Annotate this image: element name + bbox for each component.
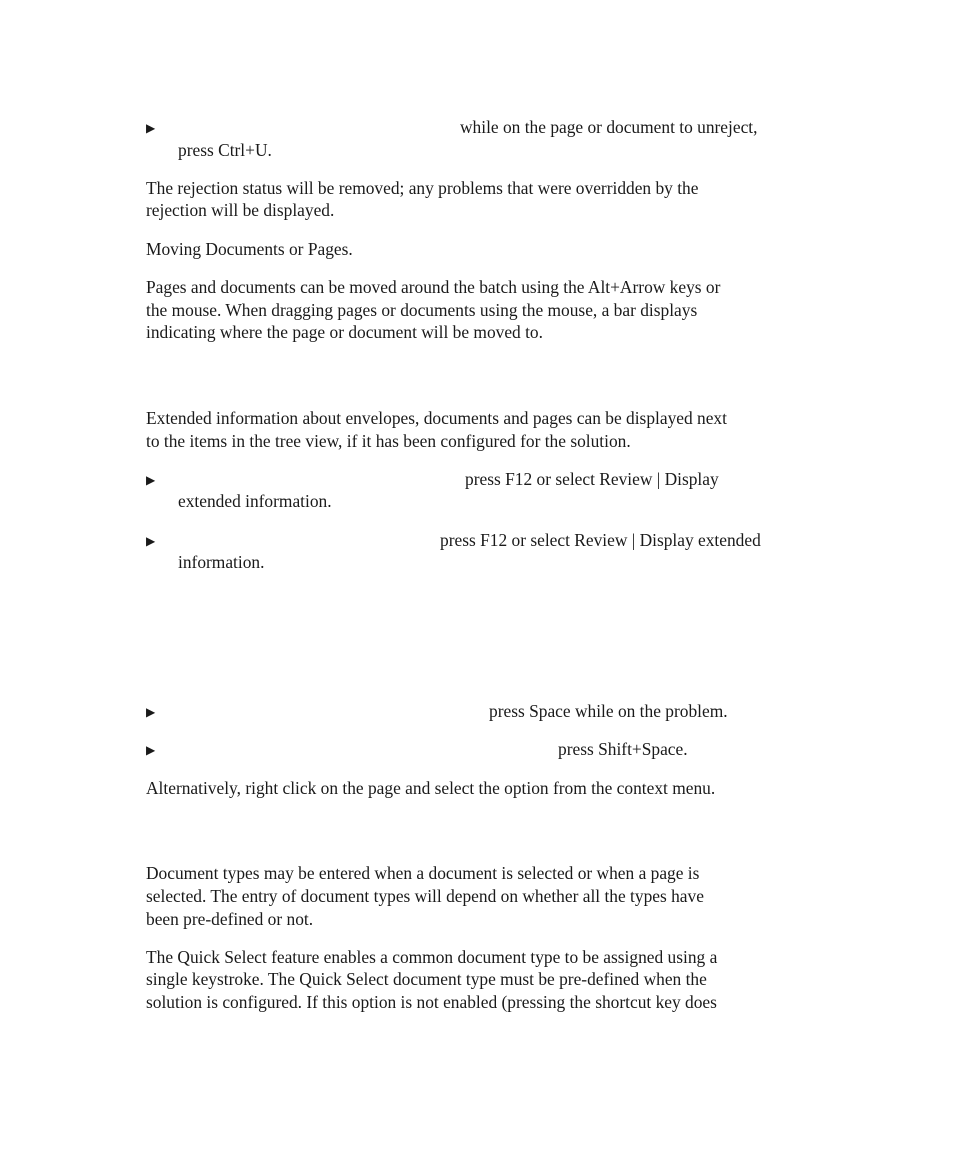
problem-bullet1: press Space while on the problem. (489, 701, 728, 721)
bullet-icon: ▶ (146, 705, 156, 719)
doc-types-line1: Document types may be entered when a document is selected or when a page is (146, 863, 700, 883)
problem-bullet2: press Shift+Space. (558, 739, 688, 759)
bullet-icon: ▶ (146, 534, 156, 548)
doc-types-line3: been pre-defined or not. (146, 909, 314, 929)
extended-info-line1: Extended information about envelopes, documents and pages can be displayed next (146, 408, 727, 428)
alternatively-text: Alternatively, right click on the page and select the option from the context menu. (146, 778, 716, 798)
moving-body-line3: indicating where the page or document will be moved to. (146, 322, 543, 342)
quick-select-line1: The Quick Select feature enables a common document type to be assigned using a (146, 947, 718, 967)
rejection-status-line2: rejection will be displayed. (146, 200, 335, 220)
ext-bullet2-line2: information. (178, 552, 265, 572)
doc-types-line2: selected. The entry of document types will depend on whether all the types have (146, 886, 704, 906)
bullet-icon: ▶ (146, 743, 156, 757)
unreject-line2: press Ctrl+U. (178, 140, 272, 160)
ext-bullet1-line1: press F12 or select Review | Display (465, 469, 719, 489)
quick-select-line2: single keystroke. The Quick Select document type must be pre-defined when the (146, 969, 707, 989)
ext-bullet2-line1: press F12 or select Review | Display extended (440, 530, 761, 550)
quick-select-line3: solution is configured. If this option is not enabled (pressing the shortcut key does (146, 992, 717, 1012)
moving-heading: Moving Documents or Pages. (146, 239, 353, 259)
moving-body-line1: Pages and documents can be moved around the batch using the Alt+Arrow keys or (146, 277, 721, 297)
extended-info-line2: to the items in the tree view, if it has been configured for the solution. (146, 431, 631, 451)
bullet-icon: ▶ (146, 121, 156, 135)
moving-body-line2: the mouse. When dragging pages or documents using the mouse, a bar displays (146, 300, 698, 320)
bullet-icon: ▶ (146, 473, 156, 487)
unreject-line1: while on the page or document to unreject, (460, 117, 758, 137)
rejection-status-line1: The rejection status will be removed; any problems that were overridden by the (146, 178, 699, 198)
ext-bullet1-line2: extended information. (178, 491, 332, 511)
